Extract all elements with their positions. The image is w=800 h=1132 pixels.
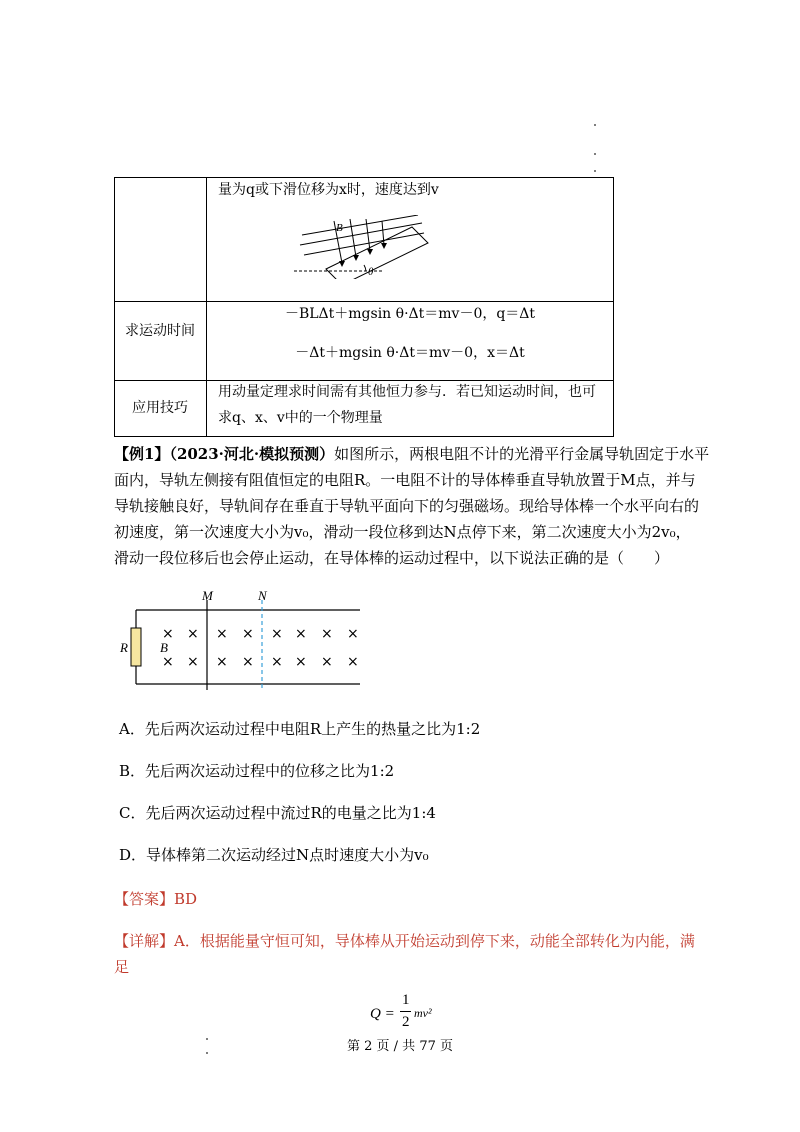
field-cross: × bbox=[162, 626, 174, 642]
table-row1-text: 量为q或下滑位移为x时，速度达到v bbox=[218, 182, 439, 198]
field-cross: × bbox=[242, 626, 254, 642]
label-M: M bbox=[202, 588, 213, 603]
rail-figure bbox=[110, 586, 370, 692]
example-line1: 【例1】（2023·河北·模拟预测）如图所示，两根电阻不计的光滑平行金属导轨固定于水平 bbox=[114, 445, 710, 463]
table-row2-formula2: －Δt＋mgsin θ·Δt＝mv－0，x＝Δt bbox=[295, 345, 525, 361]
label-N: N bbox=[258, 588, 267, 603]
option-b: B．先后两次运动过程中的位移之比为1:2 bbox=[119, 762, 395, 780]
label-B: B bbox=[160, 640, 168, 655]
table-row3-label: 应用技巧 bbox=[132, 400, 188, 416]
label-R: R bbox=[120, 640, 128, 655]
example-tag: 【例1】 bbox=[114, 445, 170, 463]
detail-line1: 【详解】A．根据能量守恒可知，导体棒从开始运动到停下来，动能全部转化为内能，满 bbox=[114, 932, 695, 950]
example-line5: 滑动一段位移后也会停止运动，在导体棒的运动过程中，以下说法正确的是（ ） bbox=[114, 549, 670, 567]
option-a: A．先后两次运动过程中电阻R上产生的热量之比为1:2 bbox=[119, 720, 481, 738]
figure-label-theta: θ bbox=[368, 266, 374, 278]
field-cross: × bbox=[216, 654, 228, 670]
table-row3-text-line1: 用动量定理求时间需有其他恒力参与．若已知运动时间，也可 bbox=[218, 384, 596, 400]
field-cross: × bbox=[321, 654, 333, 670]
field-cross: × bbox=[347, 654, 359, 670]
answer-value: BD bbox=[174, 890, 198, 908]
margin-dot bbox=[594, 124, 596, 126]
option-d: D．导体棒第二次运动经过N点时速度大小为v₀ bbox=[119, 846, 429, 864]
detail-tag: 【详解】 bbox=[114, 932, 175, 950]
page-footer: 第 2 页 / 共 77 页 bbox=[347, 1039, 453, 1054]
detail-line2: 足 bbox=[114, 958, 130, 976]
field-cross: × bbox=[271, 626, 283, 642]
margin-dot bbox=[594, 170, 596, 172]
table-row2-formula1: －BLΔt＋mgsin θ·Δt＝mv－0，q＝Δt bbox=[284, 306, 536, 322]
answer-line bbox=[114, 886, 197, 912]
field-cross: × bbox=[187, 626, 199, 642]
example-line4: 初速度，第一次速度大小为v₀，滑动一段位移到达N点停下来，第二次速度大小为2v₀， bbox=[114, 523, 691, 541]
example-line2: 面内，导轨左侧接有阻值恒定的电阻R。一电阻不计的导体棒垂直导轨放置于M点，并与 bbox=[114, 471, 696, 489]
example-source: （2023·河北·模拟预测） bbox=[169, 445, 335, 463]
field-cross: × bbox=[216, 626, 228, 642]
field-cross: × bbox=[347, 626, 359, 642]
field-cross: × bbox=[242, 654, 254, 670]
table-row2-label: 求运动时间 bbox=[125, 323, 195, 339]
example-line3: 导轨接触良好，导轨间存在垂直于导轨平面向下的匀强磁场。现给导体棒一个水平向右的 bbox=[114, 497, 700, 515]
method-table bbox=[114, 177, 614, 437]
field-cross: × bbox=[162, 654, 174, 670]
figure-label-B: B bbox=[336, 222, 343, 234]
resistor bbox=[131, 628, 141, 666]
answer-tag: 【答案】 bbox=[114, 890, 175, 908]
field-cross: × bbox=[295, 654, 307, 670]
field-cross: × bbox=[295, 626, 307, 642]
margin-dot bbox=[594, 153, 596, 155]
field-cross: × bbox=[187, 654, 199, 670]
table-row3-text-line2: 求q、x、v中的一个物理量 bbox=[218, 410, 383, 426]
field-cross: × bbox=[321, 626, 333, 642]
option-c: C．先后两次运动过程中流过R的电量之比为1:4 bbox=[119, 804, 436, 822]
incline-figure bbox=[294, 215, 454, 279]
field-cross: × bbox=[271, 654, 283, 670]
